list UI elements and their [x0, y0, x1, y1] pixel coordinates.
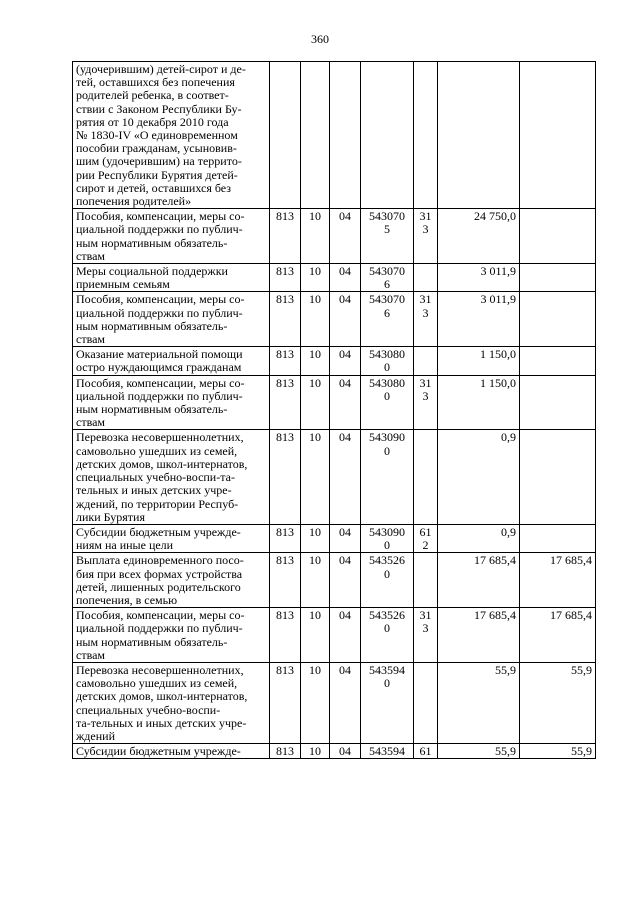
- section-code: [301, 62, 330, 209]
- row-name: [73, 209, 270, 264]
- subsection-code: 04: [330, 209, 361, 264]
- target-article-code-line: 0: [384, 388, 390, 403]
- section-code: 10: [301, 292, 330, 347]
- ministry-code: 813: [270, 662, 301, 743]
- target-article-code: [361, 264, 414, 292]
- amount-federal: 55,9: [520, 744, 596, 759]
- subsection-code: 04: [330, 524, 361, 552]
- row-name-line: Субсидии бюджетным учрежде-: [76, 524, 241, 539]
- row-name-line: ным нормативным обязатель-: [76, 402, 228, 417]
- section-code: 10: [301, 524, 330, 552]
- row-name-line: циальной поддержки по публич-: [76, 388, 243, 403]
- amount-federal: 17 685,4: [520, 553, 596, 608]
- table-row: [73, 375, 596, 430]
- target-article-code-line: 0: [384, 621, 390, 636]
- row-name-line: специальных учебно-воспи-та-: [76, 470, 235, 485]
- table-row: [73, 662, 596, 743]
- row-name-line: бия при всех формах устройства: [76, 566, 243, 581]
- row-name-line: детских домов, школ-интернатов,: [76, 689, 248, 704]
- target-article-code-line: 0: [384, 360, 390, 375]
- section-code: 10: [301, 744, 330, 759]
- target-article-code-line: 543070: [369, 209, 405, 224]
- subsection-code: 04: [330, 430, 361, 524]
- target-article-code-line: 543070: [369, 264, 405, 279]
- expense-type-code: [414, 524, 438, 552]
- target-article-code-line: 543594: [369, 744, 405, 759]
- target-article-code: [361, 347, 414, 375]
- amount-federal: [520, 292, 596, 347]
- row-name-line: Пособия, компенсации, меры со-: [76, 375, 245, 390]
- table-row: [73, 209, 596, 264]
- row-name-line: тельных и иных детских учре-: [76, 483, 232, 498]
- row-name-line: Меры социальной поддержки: [76, 264, 228, 279]
- row-name-line: ным нормативным обязатель-: [76, 235, 228, 250]
- row-name-line: (удочерившим) детей-сирот и де-: [76, 62, 246, 76]
- row-name: [73, 553, 270, 608]
- amount-total: 0,9: [438, 430, 520, 524]
- amount-federal: [520, 264, 596, 292]
- target-article-code-line: 543090: [369, 430, 405, 445]
- row-name: [73, 264, 270, 292]
- target-article-code-line: 6: [384, 305, 390, 320]
- section-code: 10: [301, 608, 330, 663]
- expense-type-code: [414, 375, 438, 430]
- target-article-code: [361, 608, 414, 663]
- target-article-code-line: 0: [384, 566, 390, 581]
- amount-federal: 17 685,4: [520, 608, 596, 663]
- row-name-line: рии Республики Бурятия детей-: [76, 167, 238, 182]
- row-name-line: Выплата единовременного посо-: [76, 553, 244, 568]
- row-name-line: Пособия, компенсации, меры со-: [76, 292, 245, 307]
- row-name-line: ждений: [76, 728, 115, 743]
- target-article-code-line: 6: [384, 277, 390, 292]
- amount-federal: [520, 62, 596, 209]
- subsection-code: 04: [330, 744, 361, 759]
- expense-type-code: [414, 62, 438, 209]
- table-row: [73, 62, 596, 209]
- row-name-line: попечения родителей»: [76, 194, 192, 209]
- row-name-line: Пособия, компенсации, меры со-: [76, 608, 245, 623]
- row-name-line: рятия от 10 декабря 2010 года: [76, 114, 229, 129]
- row-name-line: ждений, по территории Респуб-: [76, 496, 239, 511]
- amount-total: 17 685,4: [438, 553, 520, 608]
- subsection-code: 04: [330, 347, 361, 375]
- expense-type-code-line: 3: [422, 222, 429, 237]
- target-article-code: [361, 553, 414, 608]
- amount-total: 3 011,9: [438, 264, 520, 292]
- ministry-code: [270, 62, 301, 209]
- target-article-code-line: 543070: [369, 292, 405, 307]
- ministry-code: 813: [270, 430, 301, 524]
- expense-type-code-line: 3: [422, 305, 429, 320]
- row-name-line: Оказание материальной помощи: [76, 347, 243, 362]
- target-article-code: [361, 744, 414, 759]
- row-name-line: ным нормативным обязатель-: [76, 318, 228, 333]
- page-number: 360: [311, 32, 329, 46]
- row-name-line: сирот и детей, оставшихся без: [76, 180, 232, 195]
- row-name-line: приемным семьям: [76, 277, 170, 292]
- amount-total: 55,9: [438, 662, 520, 743]
- section-code: 10: [301, 553, 330, 608]
- subsection-code: 04: [330, 553, 361, 608]
- row-name-line: ствам: [76, 248, 105, 263]
- row-name-line: циальной поддержки по публич-: [76, 621, 243, 636]
- amount-federal: 55,9: [520, 662, 596, 743]
- section-code: 10: [301, 662, 330, 743]
- amount-total: [438, 62, 520, 209]
- expense-type-code-line: 31: [419, 375, 432, 390]
- row-name-line: Перевозка несовершеннолетних,: [76, 430, 244, 445]
- expense-type-code: [414, 292, 438, 347]
- row-name: [73, 430, 270, 524]
- row-name-line: ствам: [76, 415, 105, 430]
- target-article-code-line: 543594: [369, 662, 405, 677]
- target-article-code-line: 543080: [369, 375, 405, 390]
- row-name-line: Перевозка несовершеннолетних,: [76, 662, 244, 677]
- table-row: [73, 553, 596, 608]
- ministry-code: 813: [270, 524, 301, 552]
- row-name-line: Субсидии бюджетным учрежде-: [76, 744, 241, 759]
- section-code: 10: [301, 209, 330, 264]
- section-code: 10: [301, 375, 330, 430]
- amount-total: 55,9: [438, 744, 520, 759]
- ministry-code: 813: [270, 608, 301, 663]
- row-name-line: детских домов, школ-интернатов,: [76, 456, 248, 471]
- target-article-code: [361, 62, 414, 209]
- amount-federal: [520, 524, 596, 552]
- table-row: [73, 292, 596, 347]
- target-article-code-line: 5: [384, 222, 390, 237]
- row-name-line: самовольно ушедших из семей,: [76, 676, 238, 691]
- amount-total: 0,9: [438, 524, 520, 552]
- section-code: 10: [301, 264, 330, 292]
- row-name-line: ствам: [76, 332, 105, 347]
- expense-type-code-line: 31: [419, 209, 432, 224]
- row-name: [73, 662, 270, 743]
- expense-type-code-line: 2: [422, 538, 429, 553]
- target-article-code: [361, 524, 414, 552]
- target-article-code: [361, 430, 414, 524]
- target-article-code: [361, 662, 414, 743]
- expense-type-code: [414, 744, 438, 759]
- row-name-line: ствам: [76, 647, 105, 662]
- row-name: [73, 375, 270, 430]
- expense-type-code-line: 61: [419, 524, 432, 539]
- amount-total: 17 685,4: [438, 608, 520, 663]
- row-name-line: детей, лишенных родительского: [76, 579, 241, 594]
- expense-type-code-line: 3: [422, 388, 429, 403]
- target-article-code-line: 543080: [369, 347, 405, 362]
- amount-total: 1 150,0: [438, 375, 520, 430]
- target-article-code-line: 0: [384, 443, 390, 458]
- expense-type-code-line: 3: [422, 621, 429, 636]
- row-name-line: попечения, в семью: [76, 592, 178, 607]
- ministry-code: 813: [270, 292, 301, 347]
- expense-type-code: [414, 553, 438, 608]
- row-name-line: специальных учебно-воспи-: [76, 702, 221, 717]
- target-article-code-line: 543526: [369, 553, 405, 568]
- ministry-code: 813: [270, 744, 301, 759]
- row-name-line: родителей ребенка, в соответ-: [76, 88, 229, 103]
- expense-type-code-line: 31: [419, 292, 432, 307]
- row-name-line: лики Бурятия: [76, 509, 145, 524]
- row-name: [73, 524, 270, 552]
- row-name-line: циальной поддержки по публич-: [76, 222, 243, 237]
- table-row: [73, 608, 596, 663]
- row-name: [73, 292, 270, 347]
- amount-total: 3 011,9: [438, 292, 520, 347]
- row-name-line: ным нормативным обязатель-: [76, 634, 228, 649]
- ministry-code: 813: [270, 375, 301, 430]
- row-name-line: пособии гражданам, усыновив-: [76, 141, 237, 156]
- expense-type-code: [414, 430, 438, 524]
- expense-type-code: [414, 608, 438, 663]
- table-row: [73, 430, 596, 524]
- budget-table: [72, 61, 596, 759]
- subsection-code: 04: [330, 375, 361, 430]
- amount-federal: [520, 375, 596, 430]
- amount-federal: [520, 430, 596, 524]
- ministry-code: 813: [270, 264, 301, 292]
- target-article-code-line: 0: [384, 538, 390, 553]
- row-name: [73, 62, 270, 209]
- amount-federal: [520, 209, 596, 264]
- row-name-line: Пособия, компенсации, меры со-: [76, 209, 245, 224]
- target-article-code-line: 543090: [369, 524, 405, 539]
- row-name: [73, 608, 270, 663]
- target-article-code: [361, 292, 414, 347]
- subsection-code: [330, 62, 361, 209]
- expense-type-code: [414, 264, 438, 292]
- expense-type-code-line: 61: [419, 744, 432, 759]
- table-row: [73, 347, 596, 375]
- target-article-code: [361, 375, 414, 430]
- amount-total: 24 750,0: [438, 209, 520, 264]
- ministry-code: 813: [270, 347, 301, 375]
- ministry-code: 813: [270, 209, 301, 264]
- row-name-line: ниям на иные цели: [76, 538, 174, 553]
- subsection-code: 04: [330, 662, 361, 743]
- expense-type-code: [414, 662, 438, 743]
- expense-type-code: [414, 209, 438, 264]
- subsection-code: 04: [330, 292, 361, 347]
- row-name-line: циальной поддержки по публич-: [76, 305, 243, 320]
- table-row: [73, 264, 596, 292]
- row-name-line: самовольно ушедших из семей,: [76, 443, 238, 458]
- ministry-code: 813: [270, 553, 301, 608]
- row-name-line: остро нуждающимся гражданам: [76, 360, 242, 375]
- row-name-line: шим (удочерившим) на террито-: [76, 154, 242, 169]
- target-article-code-line: 543526: [369, 608, 405, 623]
- amount-federal: [520, 347, 596, 375]
- amount-total: 1 150,0: [438, 347, 520, 375]
- row-name-line: № 1830-IV «О единовременном: [76, 128, 238, 143]
- row-name-line: та-тельных и иных детских учре-: [76, 715, 247, 730]
- row-name-line: тей, оставшихся без попечения: [76, 75, 235, 90]
- table-row: [73, 524, 596, 552]
- expense-type-code-line: 31: [419, 608, 432, 623]
- section-code: 10: [301, 347, 330, 375]
- target-article-code: [361, 209, 414, 264]
- expense-type-code: [414, 347, 438, 375]
- subsection-code: 04: [330, 264, 361, 292]
- table-body: [73, 62, 596, 759]
- target-article-code-line: 0: [384, 676, 390, 691]
- subsection-code: 04: [330, 608, 361, 663]
- row-name: [73, 347, 270, 375]
- section-code: 10: [301, 430, 330, 524]
- row-name: [73, 744, 270, 759]
- row-name-line: ствии с Законом Республики Бу-: [76, 101, 242, 116]
- table-row: [73, 744, 596, 759]
